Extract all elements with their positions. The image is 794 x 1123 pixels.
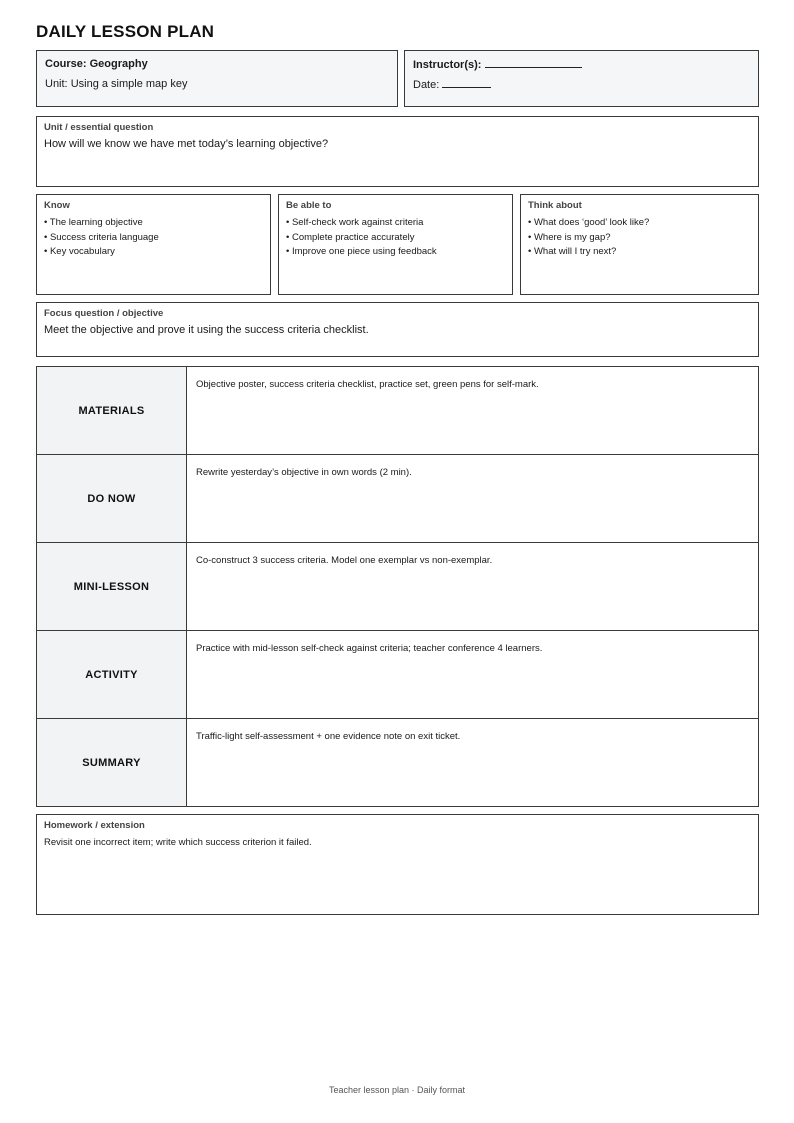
materials-cell bbox=[187, 367, 759, 455]
date-blank[interactable] bbox=[442, 78, 491, 88]
summary-cell bbox=[187, 719, 759, 807]
know-box bbox=[36, 194, 271, 295]
materials-heading: MATERIALS bbox=[37, 367, 187, 455]
course-value: Geography bbox=[89, 58, 148, 70]
instructor-line bbox=[413, 58, 582, 71]
homework-label: Homework / extension bbox=[44, 820, 145, 831]
list-item: • Complete practice accurately bbox=[286, 231, 437, 246]
be-able-to-box bbox=[278, 194, 513, 295]
list-item: • What will I try next? bbox=[528, 245, 649, 260]
activity-heading: ACTIVITY bbox=[37, 631, 187, 719]
page-title: DAILY LESSON PLAN bbox=[36, 22, 215, 41]
be-able-to-list bbox=[286, 216, 437, 260]
summary-text: Traffic-light self-assessment + one evidence note on exit ticket. bbox=[196, 731, 461, 742]
think-about-list bbox=[528, 216, 649, 260]
unit-value: Using a simple map key bbox=[70, 78, 188, 90]
page-footer: Teacher lesson plan · Daily format bbox=[328, 1085, 466, 1095]
table-row bbox=[37, 367, 759, 455]
essential-question-box bbox=[36, 116, 759, 187]
list-item: • The learning objective bbox=[44, 216, 159, 231]
list-item: • Where is my gap? bbox=[528, 231, 649, 246]
do-now-heading: DO NOW bbox=[37, 455, 187, 543]
unit-label: Unit: bbox=[45, 78, 68, 90]
know-label: Know bbox=[44, 200, 70, 211]
mini-lesson-heading: MINI-LESSON bbox=[37, 543, 187, 631]
unit-line bbox=[45, 78, 187, 90]
do-now-text: Rewrite yesterday’s objective in own words (2 min). bbox=[196, 467, 412, 478]
activity-text: Practice with mid-lesson self-check against criteria; teacher conference 4 learners. bbox=[196, 643, 543, 654]
table-row bbox=[37, 631, 759, 719]
focus-objective-text: Meet the objective and prove it using the success criteria checklist. bbox=[44, 324, 369, 336]
be-able-to-label: Be able to bbox=[286, 200, 332, 211]
list-item: • Success criteria language bbox=[44, 231, 159, 246]
instructor-label: Instructor(s): bbox=[413, 59, 482, 71]
course-box bbox=[36, 50, 398, 107]
mini-lesson-text: Co-construct 3 success criteria. Model one exemplar vs non-exemplar. bbox=[196, 555, 493, 566]
list-item: • Self-check work against criteria bbox=[286, 216, 437, 231]
list-item: • Key vocabulary bbox=[44, 245, 159, 260]
summary-heading: SUMMARY bbox=[37, 719, 187, 807]
materials-text: Objective poster, success criteria checklist, practice set, green pens for self-mark. bbox=[196, 379, 539, 390]
think-about-box bbox=[520, 194, 759, 295]
table-row bbox=[37, 455, 759, 543]
essential-question-text: How will we know we have met today’s learning objective? bbox=[44, 138, 329, 150]
mini-lesson-cell bbox=[187, 543, 759, 631]
know-list bbox=[44, 216, 159, 260]
course-label: Course: bbox=[45, 58, 87, 70]
date-label: Date: bbox=[413, 79, 440, 91]
course-line bbox=[45, 58, 148, 70]
homework-box bbox=[36, 814, 759, 915]
homework-text: Revisit one incorrect item; write which success criterion it failed. bbox=[44, 837, 312, 848]
activity-cell bbox=[187, 631, 759, 719]
lesson-sections-table bbox=[36, 366, 759, 807]
table-row bbox=[37, 719, 759, 807]
table-row bbox=[37, 543, 759, 631]
instructor-blank[interactable] bbox=[485, 58, 582, 68]
list-item: • What does ‘good’ look like? bbox=[528, 216, 649, 231]
think-about-label: Think about bbox=[528, 200, 582, 211]
instructor-box bbox=[404, 50, 759, 107]
focus-objective-label: Focus question / objective bbox=[44, 308, 164, 319]
do-now-cell bbox=[187, 455, 759, 543]
list-item: • Improve one piece using feedback bbox=[286, 245, 437, 260]
focus-objective-box bbox=[36, 302, 759, 357]
date-line bbox=[413, 78, 491, 91]
essential-question-label: Unit / essential question bbox=[44, 122, 154, 133]
